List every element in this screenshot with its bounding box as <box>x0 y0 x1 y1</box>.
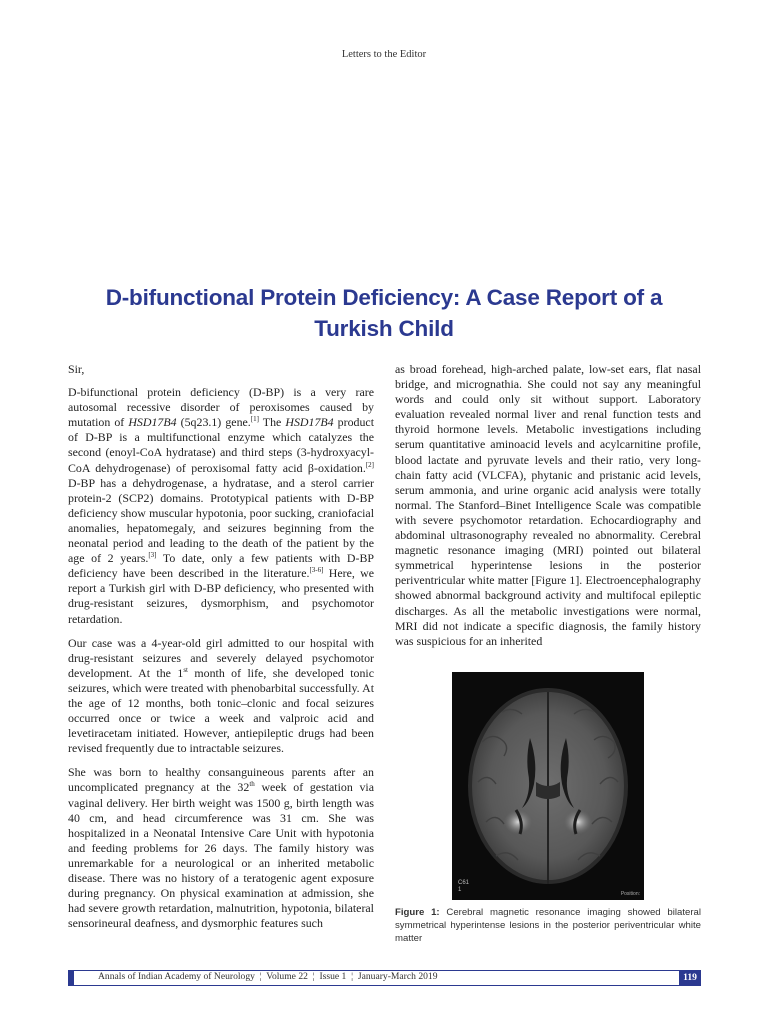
citation-ref[interactable]: [3] <box>148 551 157 560</box>
gene-name: HSD17B4 <box>128 415 177 430</box>
page-number: 119 <box>679 970 701 986</box>
citation-ref[interactable]: [1] <box>250 415 259 424</box>
paragraph-birth-history: She was born to healthy consanguineous parents after an uncomplicated pregnancy at the 32th week of gestation via vaginal delivery. Her birth weight was 1500 g, birth length was 40 cm, and head circumference was 31 cm. She was hospitalized in a Neonatal Intensive Care Unit with hypotonia and feeding problems for 26 days. The family history was unremarkable for a neurological or an inherited metabolic disease. There was no history of a teratogenic agent exposure during pregnancy. On physical examination at admission, she had severe growth retardation, malnutrition, hypotonia, bilateral sensorineural deafness, and dysmorphic features such <box>68 765 375 931</box>
paragraph-case-history: Our case was a 4-year-old girl admitted to our hospital with drug-resistant seizures and severely delayed psychomotor development. At the 1st month of life, she developed tonic seizures, which were treated with phenobarbital successfully. At the age of 12 months, both tonic–clonic and focal seizures occurred once or twice a week and valproic acid and levetiracetam initiated. However, antiepileptic drugs had been revised frequently due to intractable seizures. <box>68 635 375 756</box>
caption-text: Cerebral magnetic resonance imaging showed bilateral symmetrical hyperintense lesions in the posterior periventricular white matter <box>395 907 702 944</box>
paragraph-examination: as broad forehead, high-arched palate, low-set ears, flat nasal bridge, and micrognathia. She could not say any meaningful words and could only sit without support. Laboratory evaluation revealed normal liver and renal function tests and thyroid hormone levels. Metabolic investigations including serum quantitative aminoacid levels and acylcarnitine profile, blood lactate and pyruvate levels and their ratio, very long-chain fatty acid (VLCFA), phytanic and pristanic acid levels, serum ammonia, and urine organic acid analysis were totally normal. The Stanford–Binet Intelligence Scale was compatible with severe psychomotor retardation. Echocardiography and abdominal ultrasonography revealed no abnormality. Cerebral magnetic resonance imaging (MRI) pointed out bilateral symmetrical hyperintense lesions in the posterior periventricular white matter [Figure 1]. Electroencephalography showed abnormal background activity and multifocal epileptic discharges. As all the metabolic investigations were normal, MRI did not indicate a specific diagnosis, the family history was suspicious for an inherited <box>395 362 701 648</box>
mri-figure-image <box>452 672 644 900</box>
citation-ref[interactable]: [3-6] <box>309 566 324 575</box>
journal-citation: Annals of Indian Academy of Neurology ¦ Volume 22 ¦ Issue 1 ¦ January-March 2019 <box>98 971 438 982</box>
salutation: Sir, <box>68 362 85 376</box>
caption-label: Figure 1: <box>395 907 440 918</box>
image-overlay-label: C61 1 <box>458 880 470 893</box>
right-column <box>395 362 701 658</box>
figure-caption <box>395 906 701 945</box>
running-head: Letters to the Editor <box>341 49 427 60</box>
citation-ref[interactable]: [2] <box>365 460 374 469</box>
article-title: D-bifunctional Protein Deficiency: A Case Report of a Turkish Child <box>105 285 663 341</box>
image-position-label: Position: <box>620 891 640 897</box>
paragraph-intro: D-bifunctional protein deficiency (D-BP) is a very rare autosomal recessive disorder of peroxisomes caused by mutation of HSD17B4 (5q23.1) gene.[1] The HSD17B4 product of D-BP is a multifunctional enzyme which catalyzes the second (enoyl-CoA hydratase) and third steps (3-hydroxyacyl-CoA dehydrogenase) of peroxisomal fatty acid β-oxidation.[2] D-BP has a dehydrogenase, a hydratase, and a sterol carrier protein-2 (SCP2) domains. Prototypical patients with D-BP deficiency show muscular hypotonia, poor sucking, craniofacial anomalies, hepatomegaly, and seizures beginning from the neonatal period and leading to the death of the patient by the age of 2 years.[3] To date, only a few patients with D-BP deficiency have been described in the literature.[3-6] Here, we report a Turkish girl with D-BP deficiency, who presented with drug-resistant seizures, dysmorphism, and psychomotor retardation. <box>68 385 374 626</box>
mri-brain-scan <box>452 672 644 900</box>
page-footer <box>68 970 701 986</box>
left-column <box>68 362 374 940</box>
gene-name: HSD17B4 <box>285 415 334 430</box>
